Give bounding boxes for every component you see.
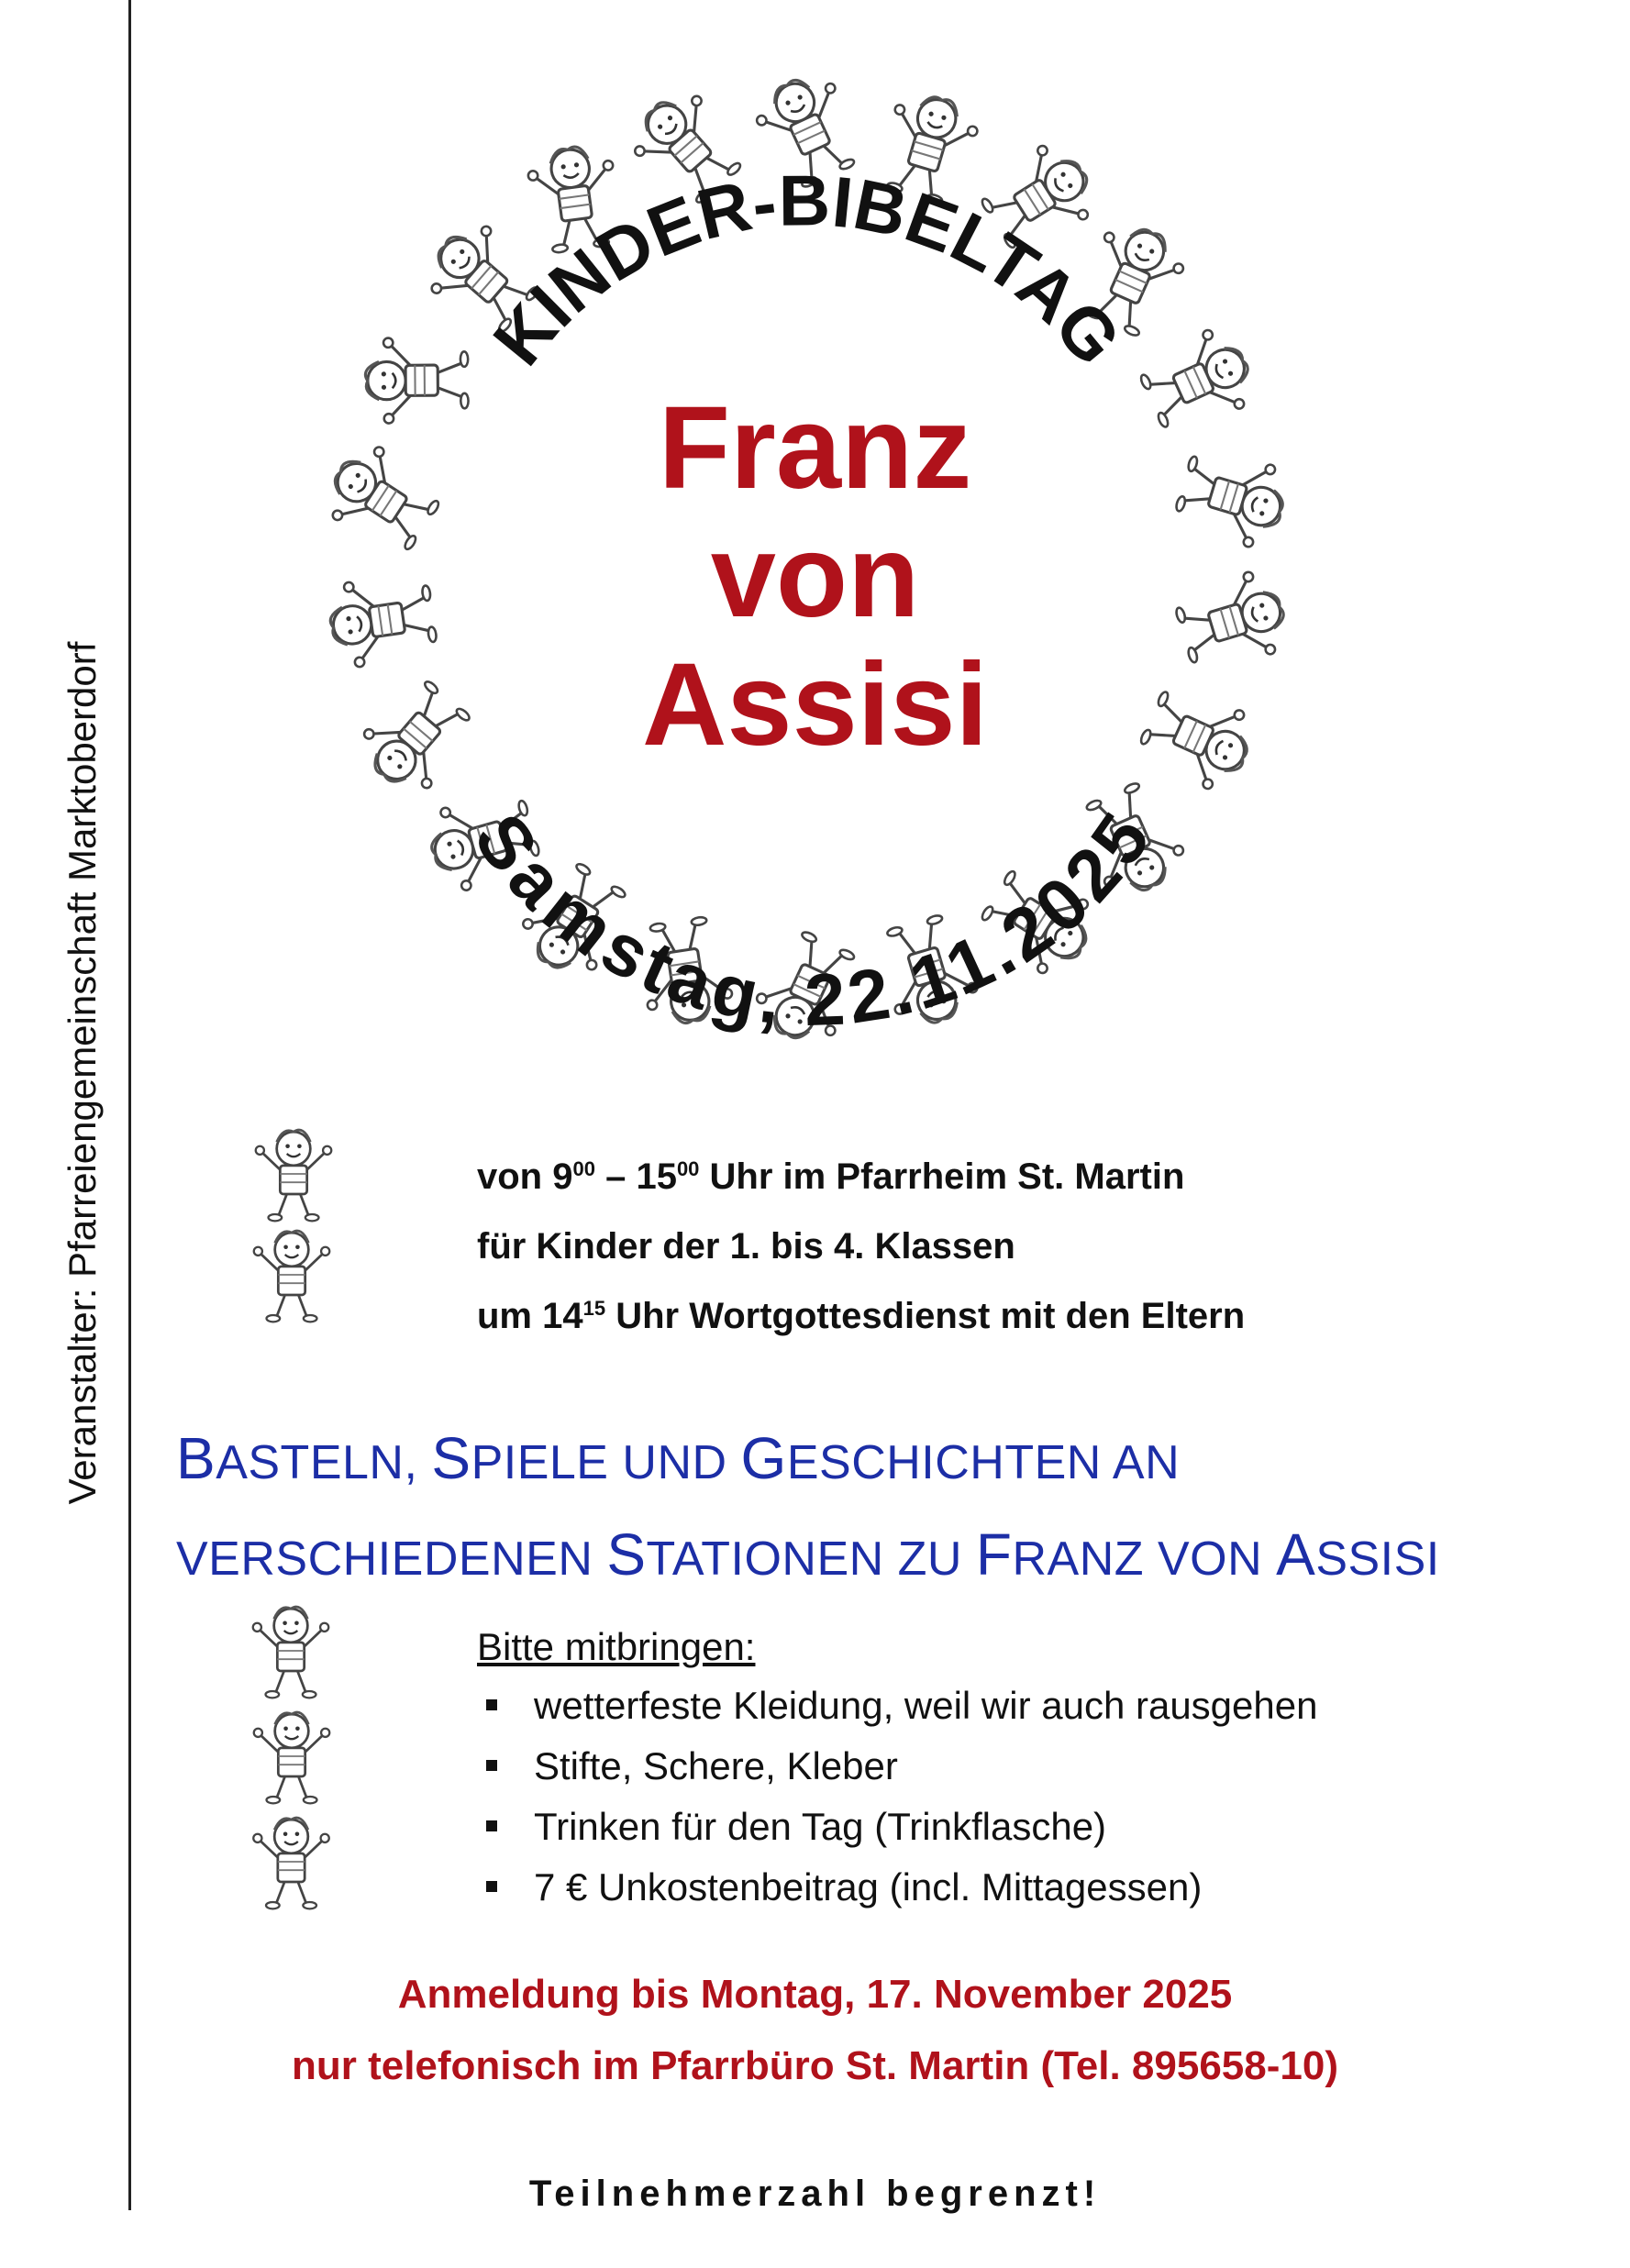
title-line-2: von <box>710 511 920 642</box>
list-item: Trinken für den Tag (Trinkflasche) <box>477 1797 1532 1857</box>
kid-doodle-icon <box>238 1811 344 1912</box>
activities-line-1: BASTELN, SPIELE UND GESCHICHTEN AN <box>176 1425 1181 1491</box>
detail-service: um $14^{15}$ Uhr Wortgottesdienst mit den Eltern <box>477 1296 1246 1336</box>
bullet-square-icon <box>486 1881 497 1892</box>
kid-doodle-icon <box>246 1224 338 1325</box>
arc-title-top: KINDER-BIBELTAG <box>477 160 1137 381</box>
detail-target-group: für Kinder der 1. bis 4. Klassen <box>477 1226 1015 1267</box>
organizer-label: Veranstalter: Pfarreiengemeinschaft Marktoberdorf <box>61 641 104 1505</box>
kid-doodle-icon <box>240 1600 341 1701</box>
detail-time: von $9^{00} - 15^{00}$ Uhr im Pfarrheim St. Martin <box>477 1156 1185 1197</box>
bring-list <box>477 1619 1532 1918</box>
kid-doodle-icon <box>246 1706 338 1807</box>
registration-deadline: Anmeldung bis Montag, 17. November 2025 <box>397 1972 1233 2017</box>
list-item: 7 € Unkostenbeitrag (incl. Mittagessen) <box>477 1857 1532 1918</box>
title-line-1: Franz <box>658 382 972 514</box>
kid-doodle-icon <box>243 1123 344 1224</box>
title-line-3: Assisi <box>641 639 989 770</box>
list-item: wetterfeste Kleidung, weil wir auch rausgehen <box>477 1676 1532 1736</box>
bullet-square-icon <box>486 1699 497 1710</box>
bullet-square-icon <box>486 1820 497 1831</box>
participant-limit-note: Teilnehmerzahl begrenzt! <box>528 2174 1102 2214</box>
activities-heading <box>176 1412 1552 1605</box>
left-margin-rule <box>128 0 131 2210</box>
bring-heading: Bitte mitbringen: <box>477 1625 756 1668</box>
activities-line-2: VERSCHIEDENEN STATIONEN ZU FRANZ VON ASSISI <box>176 1521 1440 1588</box>
registration-phone: nur telefonisch im Pfarrbüro St. Martin (Tel. 895658-10) <box>291 2043 1338 2088</box>
list-item: Stifte, Schere, Kleber <box>477 1736 1532 1797</box>
bullet-square-icon <box>486 1760 497 1771</box>
arc-event-date: Samstag, 22.11.2025 <box>459 799 1166 1042</box>
event-details <box>477 1142 1486 1351</box>
